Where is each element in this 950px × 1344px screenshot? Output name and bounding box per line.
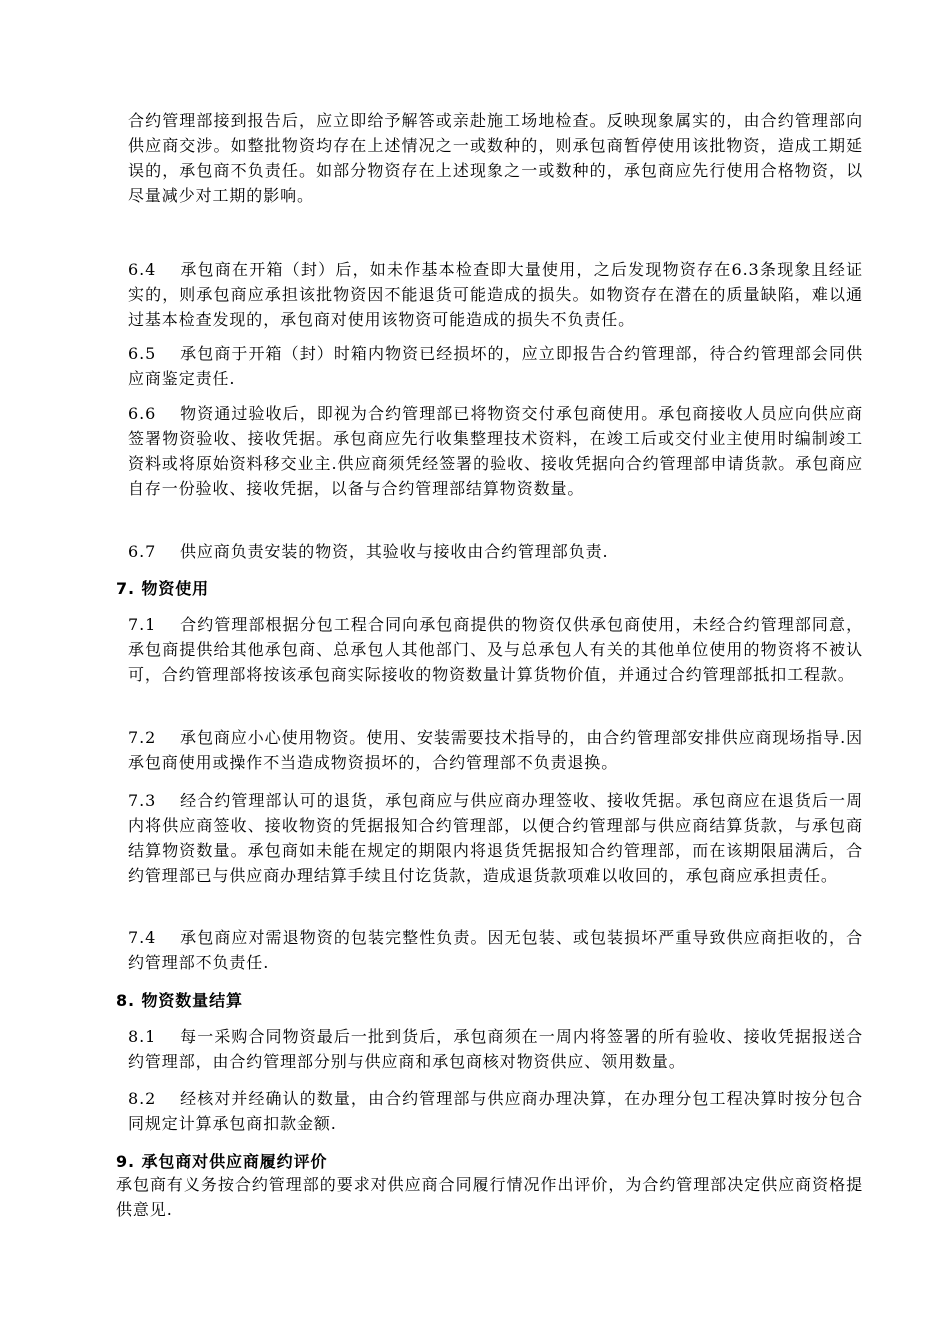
- paragraph-text: 承包商应小心使用物资。使用、安装需要技术指导的，由合约管理部安排供应商现场指导.因承包商使用或操作不当造成物资损坏的，合约管理部不负责退换。: [128, 728, 863, 772]
- paragraph-text: 承包商在开箱（封）后，如未作基本检查即大量使用，之后发现物资存在6.3条现象且经证实的，则承包商应承担该批物资因不能退货可能造成的损失。如物资存在潜在的质量缺陷，难以通过基本检查发现的，承包商对使用该物资可能造成的损失不负责任。: [128, 260, 863, 329]
- paragraph-6-5: [128, 341, 863, 391]
- closing-paragraph: 承包商有义务按合约管理部的要求对供应商合同履行情况作出评价，为合约管理部决定供应商资格提供意见.: [116, 1175, 863, 1219]
- clause-number: 7.1: [128, 615, 157, 634]
- paragraph-6-3-continued: [128, 108, 863, 208]
- paragraph-text: 经合约管理部认可的退货，承包商应与供应商办理签收、接收凭据。承包商应在退货后一周内将供应商签收、接收物资的凭据报知合约管理部，以便合约管理部与供应商结算货款，与承包商结算物资数量。承包商如未能在规定的期限内将退货凭据报知合约管理部，而在该期限届满后，合约管理部已与供应商办理结算手续且付讫货款，造成退货款项难以收回的，承包商应承担责任。: [128, 791, 863, 885]
- clause-number: 6.7: [128, 542, 157, 561]
- paragraph-text: 承包商于开箱（封）时箱内物资已经损坏的，应立即报告合约管理部，待合约管理部会同供应商鉴定责任.: [128, 344, 863, 388]
- paragraph-7-2: [128, 725, 863, 775]
- section-heading-7: 7. 物资使用: [116, 579, 210, 598]
- clause-number: 7.2: [128, 728, 157, 747]
- clause-number: 7.4: [128, 928, 157, 947]
- paragraph-7-4: [128, 925, 863, 975]
- paragraph-text: 经核对并经确认的数量，由合约管理部与供应商办理决算，在办理分包工程决算时按分包合同规定计算承包商扣款金额.: [128, 1089, 863, 1133]
- paragraph-7-3: [128, 788, 863, 888]
- clause-number: 6.4: [128, 260, 157, 279]
- paragraph-8-2: [128, 1086, 863, 1136]
- paragraph-text: 供应商负责安装的物资，其验收与接收由合约管理部负责.: [180, 542, 609, 561]
- paragraph-7-1: [128, 612, 863, 687]
- clause-number: 6.5: [128, 344, 157, 363]
- paragraph-6-4: [128, 257, 863, 332]
- paragraph-6-7: [128, 539, 863, 564]
- paragraph-text: 每一采购合同物资最后一批到货后，承包商须在一周内将签署的所有验收、接收凭据报送合约管理部，由合约管理部分别与供应商和承包商核对物资供应、领用数量。: [128, 1027, 863, 1071]
- paragraph-text: 物资通过验收后，即视为合约管理部已将物资交付承包商使用。承包商接收人员应向供应商签署物资验收、接收凭据。承包商应先行收集整理技术资料，在竣工后或交付业主使用时编制竣工资料或将原始资料移交业主.供应商须凭经签署的验收、接收凭据向合约管理部申请货款。承包商应自存一份验收、接收凭据，以备与合约管理部结算物资数量。: [128, 404, 863, 498]
- paragraph-6-6: [128, 401, 863, 501]
- clause-number: 6.6: [128, 404, 157, 423]
- section-heading-9: 9. 承包商对供应商履约评价: [116, 1152, 328, 1171]
- clause-number: 8.2: [128, 1089, 157, 1108]
- paragraph-text: 合约管理部接到报告后，应立即给予解答或亲赴施工场地检查。反映现象属实的，由合约管理部向供应商交涉。如整批物资均存在上述情况之一或数种的，则承包商暂停使用该批物资，造成工期延误的，承包商不负责任。如部分物资存在上述现象之一或数种的，承包商应先行使用合格物资，以尽量减少对工期的影响。: [128, 111, 863, 205]
- paragraph-text: 承包商应对需退物资的包装完整性负责。因无包装、或包装损坏严重导致供应商拒收的，合约管理部不负责任.: [128, 928, 863, 972]
- clause-number: 8.1: [128, 1027, 157, 1046]
- section-heading-8: 8. 物资数量结算: [116, 991, 243, 1010]
- paragraph-text: 合约管理部根据分包工程合同向承包商提供的物资仅供承包商使用，未经合约管理部同意，承包商提供给其他承包商、总承包人其他部门、及与总承包人有关的其他单位使用的物资将不被认可，合约管理部将按该承包商实际接收的物资数量计算货物价值，并通过合约管理部抵扣工程款。: [128, 615, 863, 684]
- paragraph-8-1: [128, 1024, 863, 1074]
- clause-number: 7.3: [128, 791, 157, 810]
